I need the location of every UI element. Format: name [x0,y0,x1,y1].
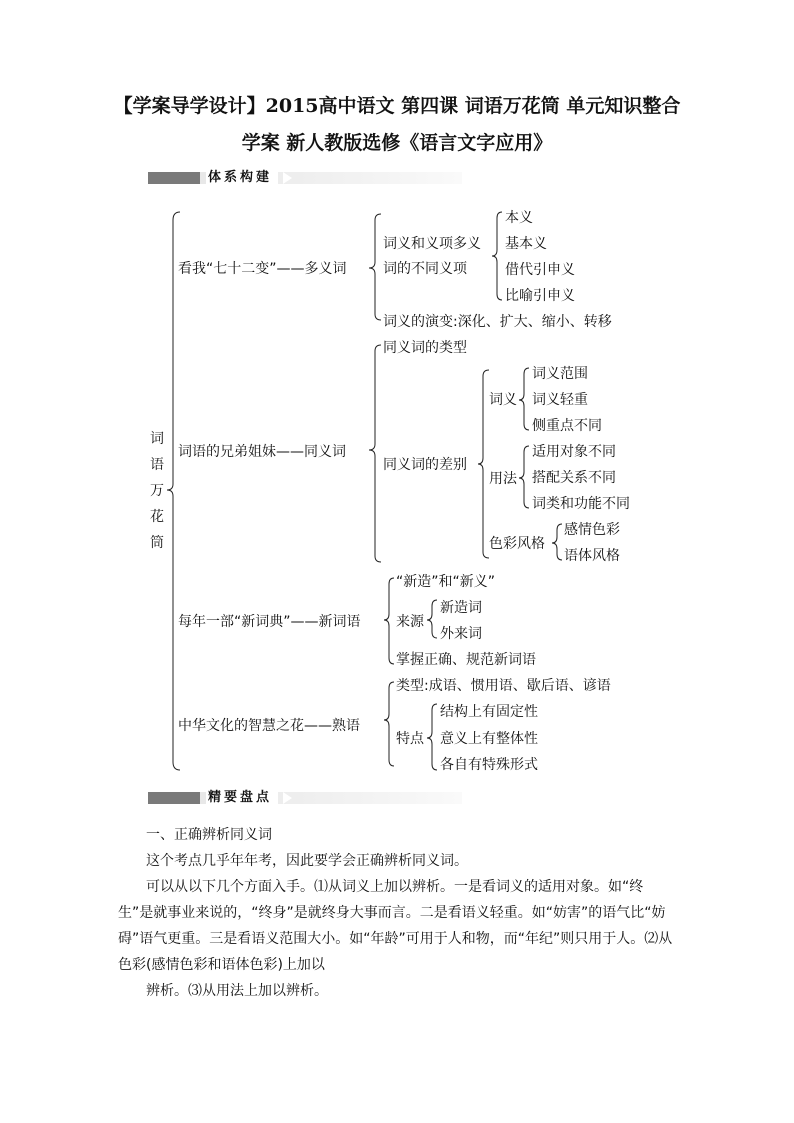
usage-item: 词类和功能不同 [532,496,630,512]
idiom-features: 特点 [396,731,424,747]
body-heading: 一、正确辨析同义词 [146,827,272,843]
neologism-item: “新造”和“新义” [396,574,496,590]
branch-idiom: 中华文化的智慧之花——熟语 [178,718,360,734]
polysemy-item: 比喻引申义 [505,288,575,304]
source-item: 新造词 [440,600,482,616]
branch-synonym: 词语的兄弟姐妹——同义词 [178,444,346,460]
neologism-source: 来源 [396,614,424,630]
section-bar-dark [148,792,200,804]
tree-root-char: 词 [150,431,164,447]
synonym-usage: 用法 [489,471,517,487]
meaning-item: 词义轻重 [532,392,588,408]
tree-root-char: 语 [150,457,164,473]
bracket-source [427,600,437,638]
color-item: 感情色彩 [564,522,620,538]
bracket-synonym-diff [478,370,489,558]
title-line-2: 学案 新人教版选修《语言文字应用》 [241,132,553,154]
synonym-meaning: 词义 [489,392,517,408]
polysemy-item: 本义 [505,210,533,226]
polysemy-sub-2: 词义的演变:深化、扩大、缩小、转移 [383,314,612,330]
meaning-item: 词义范围 [532,366,588,382]
feature-item: 结构上有固定性 [440,704,538,720]
branch-polysemy: 看我“七十二变”——多义词 [178,261,347,277]
feature-item: 意义上有整体性 [440,731,538,747]
body-paragraph-3: 辨析。⑶从用法上加以辨析。 [146,983,328,999]
bracket-features [427,704,437,770]
body-section [118,822,678,1004]
tree-root-char: 筒 [150,535,164,551]
polysemy-item: 基本义 [505,236,547,252]
main-bracket [167,212,180,770]
polysemy-sub-1b: 词的不同义项 [383,261,467,277]
branch-neologism: 每年一部“新词典”——新词语 [178,614,361,630]
color-item: 语体风格 [564,548,620,564]
bracket-usage [519,446,529,508]
polysemy-sub-1a: 词义和义项多义 [383,236,481,252]
tree-root-char: 万 [150,483,164,499]
neologism-item: 掌握正确、规范新词语 [396,652,536,668]
synonym-color: 色彩风格 [489,536,545,552]
section-header-summary [148,792,462,804]
source-item: 外来词 [440,626,482,642]
bracket-neologism [384,578,394,664]
section-label-summary: 精要盘点 [206,788,278,808]
synonym-types: 同义词的类型 [383,340,467,356]
idiom-types: 类型:成语、惯用语、歇后语、谚语 [396,678,611,694]
feature-item: 各自有特殊形式 [440,757,538,773]
usage-item: 搭配关系不同 [532,470,616,486]
title-line-1: 【学案导学设计】2015高中语文 第四课 词语万花筒 单元知识整合 [113,95,681,117]
meaning-item: 侧重点不同 [532,418,602,434]
svg-text:词语万花筒 [150,431,164,551]
bracket-meaning [519,368,529,430]
bracket-color [552,524,562,560]
section-label-system: 体系构建 [206,168,278,188]
bracket-polysemy-items [492,212,502,300]
body-paragraph-1: 这个考点几乎年年考，因此要学会正确辨析同义词。 [146,853,468,869]
tree-root-char: 花 [150,509,164,525]
body-paragraph-2: 可以从以下几个方面入手。⑴从词义上加以辨析。一是看词义的适用对象。如“终生”是就事业来说的，“终身”是就终身大事而言。二是看语义轻重。如“妨害”的语气比“妨碍”语气更重。三是看语义范围大小。如“年龄”可用于人和物，而“年纪”则只用于人。⑵从色彩(感情色彩和语体色彩)上加以 [118,879,673,973]
polysemy-item: 借代引申义 [505,262,575,278]
usage-item: 适用对象不同 [532,444,616,460]
section-bar-notch [283,792,292,804]
bracket-idiom [384,682,394,766]
tree-root [150,431,164,551]
synonym-diff: 同义词的差别 [383,457,467,473]
bracket-polysemy [369,214,381,320]
bracket-synonym [369,345,381,562]
